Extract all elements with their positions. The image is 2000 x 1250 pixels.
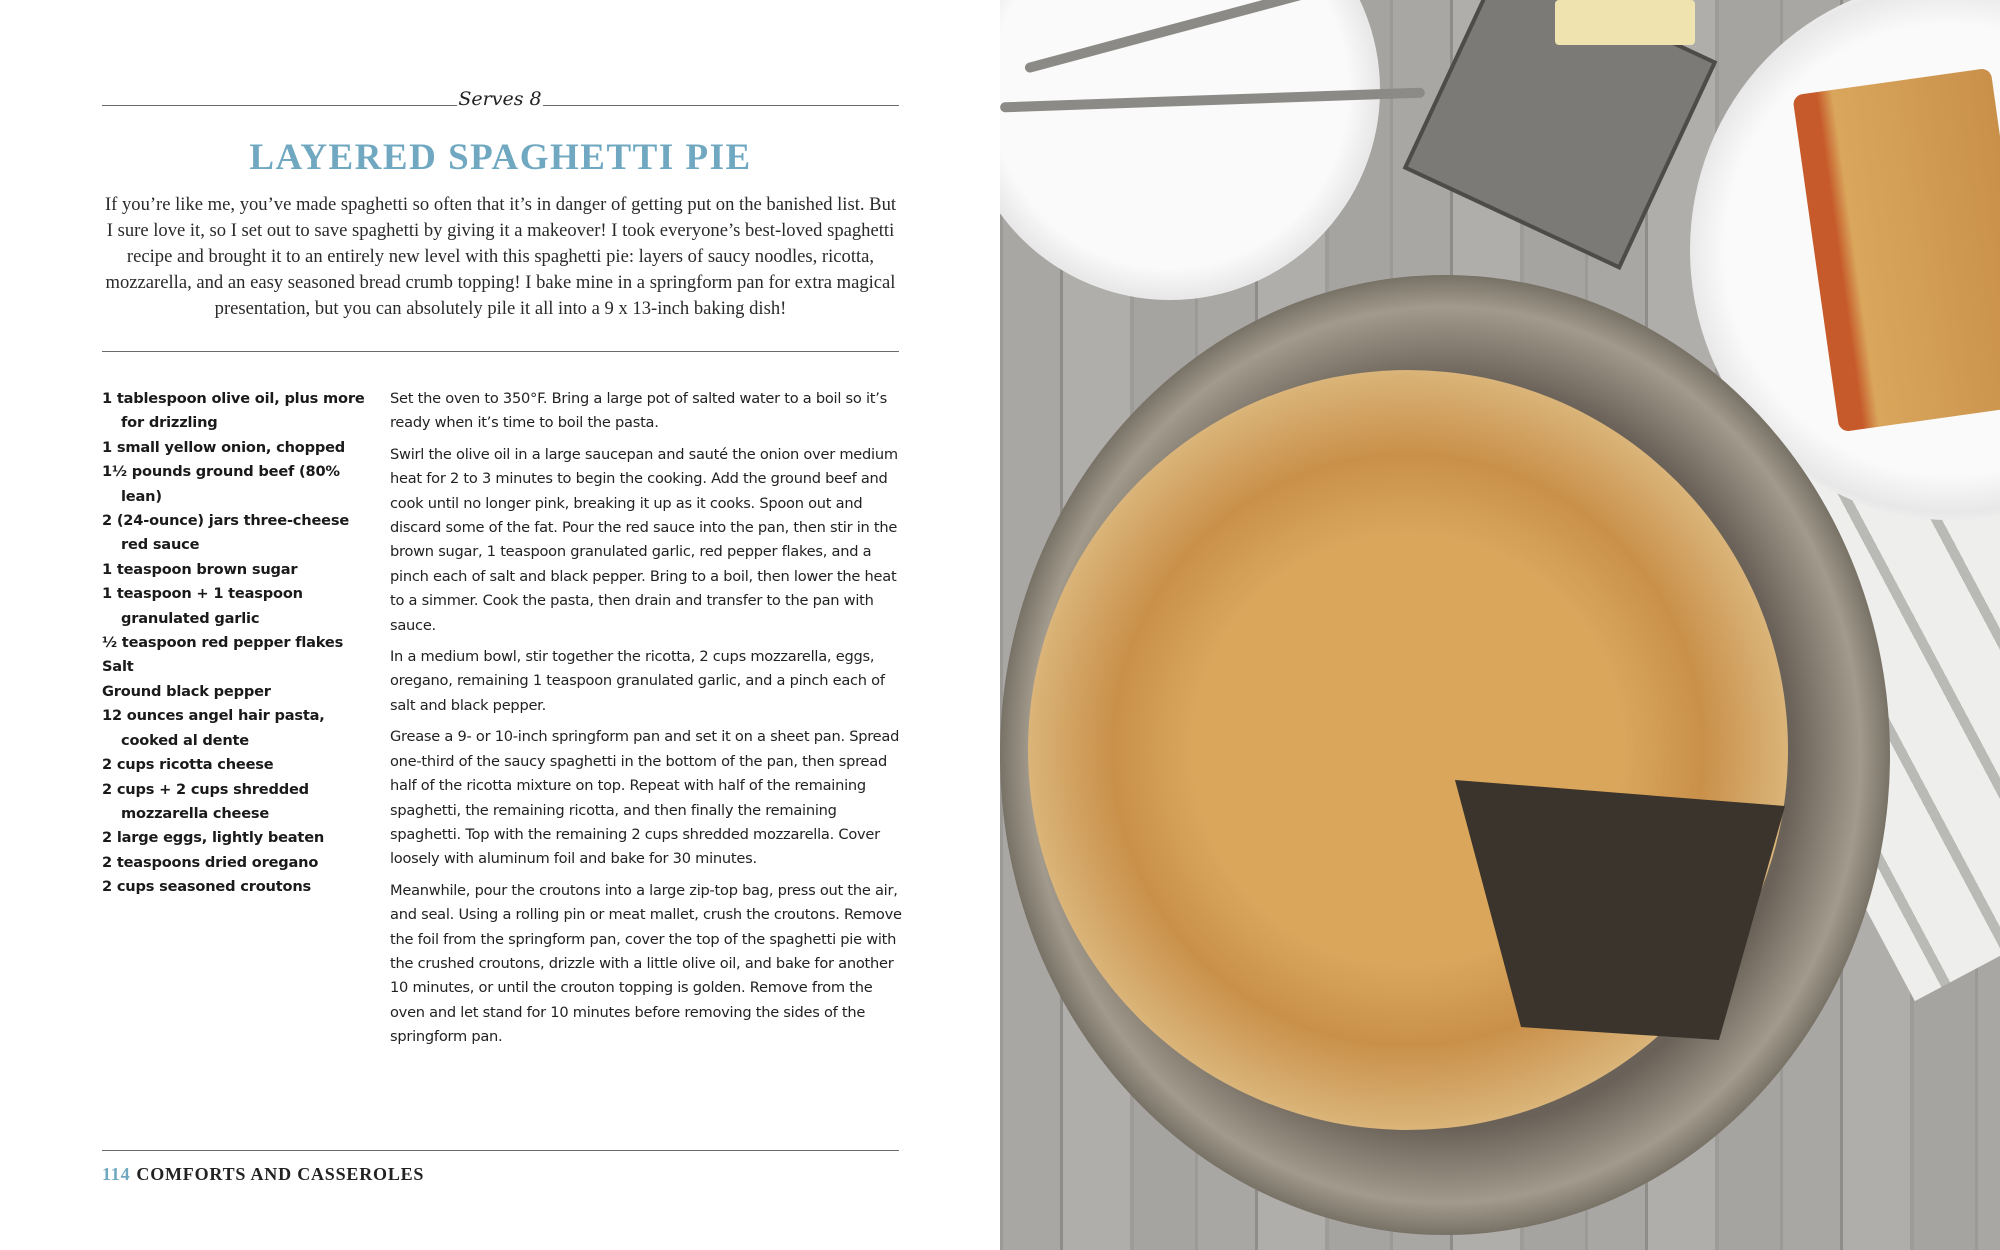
section-title: COMFORTS AND CASSEROLES: [136, 1164, 425, 1184]
recipe-intro: If you’re like me, you’ve made spaghetti so often that it’s in danger of getting put on the banished list. But I sure love it, so I set out to save spaghetti by giving it a makeover! I took everyone’s best-loved spaghetti recipe and brought it to an entirely new level with this spaghetti pie: layers of saucy noodles, ricotta, mozzarella, and an easy seasoned bread crumb topping! I bake mine in a springform pan for extra magical presentation, but you can absolutely pile it all into a 9 x 13-inch baking dish!: [104, 194, 897, 319]
recipe-title: LAYERED SPAGHETTI PIE: [249, 137, 752, 178]
ingredient-item: 2 large eggs, lightly beaten: [102, 829, 325, 847]
direction-step: Swirl the olive oil in a large saucepan and sauté the onion over medium heat for 2 to 3 minutes to begin the cooking. Add the ground beef and cook until no longer pink, breaking it up as it cooks. Spoon out and discard some of the fat. Pour the red sauce into the pan, then stir in the brown sugar, 1 teaspoon granulated garlic, red pepper flakes, and a pinch each of salt and black pepper. Bring to a boil, then lower the heat to a simmer. Cook the pasta, then drain and transfer to the pan with sauce.: [390, 445, 898, 634]
intro-divider: [102, 351, 899, 352]
ingredient-item: 1 teaspoon + 1 teaspoon granulated garlic: [102, 585, 303, 627]
direction-step: Set the oven to 350°F. Bring a large pot of salted water to a boil so it’s ready when it’s time to boil the pasta.: [390, 390, 887, 432]
ingredients-list: [102, 387, 377, 900]
ingredient-item: 2 (24-ounce) jars three-cheese red sauce: [102, 512, 350, 554]
ingredient-item: 2 cups ricotta cheese: [102, 756, 274, 774]
spaghetti-pie-photo: [1000, 0, 2000, 1250]
ingredient-item: Salt: [102, 658, 134, 676]
ingredient-item: 1 tablespoon olive oil, plus more for drizzling: [102, 390, 365, 432]
directions: [390, 387, 902, 1057]
ingredient-item: 1 teaspoon brown sugar: [102, 560, 298, 578]
ingredient-item: 2 cups seasoned croutons: [102, 878, 311, 896]
ingredient-item: 1½ pounds ground beef (80% lean): [102, 463, 340, 505]
cheese-block: [1555, 0, 1695, 45]
serves-label: Serves 8: [458, 88, 542, 110]
direction-step: Meanwhile, pour the croutons into a large zip-top bag, press out the air, and seal. Using a rolling pin or meat mallet, crush the croutons. Remove the foil from the springform pan, cover the top of the spaghetti pie with the crushed croutons, drizzle with a little olive oil, and bake for another 10 minutes, or until the crouton topping is golden. Remove from the oven and let stand for 10 minutes before removing the sides of the springform pan.: [390, 881, 902, 1046]
page-footer: [102, 1164, 424, 1185]
ingredient-item: 1 small yellow onion, chopped: [102, 438, 346, 456]
ingredient-item: 2 teaspoons dried oregano: [102, 853, 319, 871]
ingredient-item: 2 cups + 2 cups shredded mozzarella cheese: [102, 780, 309, 822]
footer-rule: [102, 1150, 899, 1151]
ingredient-item: ½ teaspoon red pepper flakes: [102, 634, 344, 652]
direction-step: In a medium bowl, stir together the ricotta, 2 cups mozzarella, eggs, oregano, remaining 1 teaspoon granulated garlic, and a pinch each of salt and black pepper.: [390, 648, 885, 714]
ingredient-item: Ground black pepper: [102, 682, 271, 700]
page-number: 114: [102, 1164, 131, 1184]
ingredient-item: 12 ounces angel hair pasta, cooked al dente: [102, 707, 325, 749]
plate-top: [1000, 0, 1380, 300]
direction-step: Grease a 9- or 10-inch springform pan and set it on a sheet pan. Spread one-third of the saucy spaghetti in the bottom of the pan, then spread half of the ricotta mixture on top. Repeat with half of the remaining spaghetti, the remaining ricotta, and then finally the remaining spaghetti. Top with the remaining 2 cups shredded mozzarella. Cover loosely with aluminum foil and bake for 30 minutes.: [390, 728, 900, 868]
top-rule-left: [102, 105, 457, 106]
top-rule-right: [543, 105, 899, 106]
